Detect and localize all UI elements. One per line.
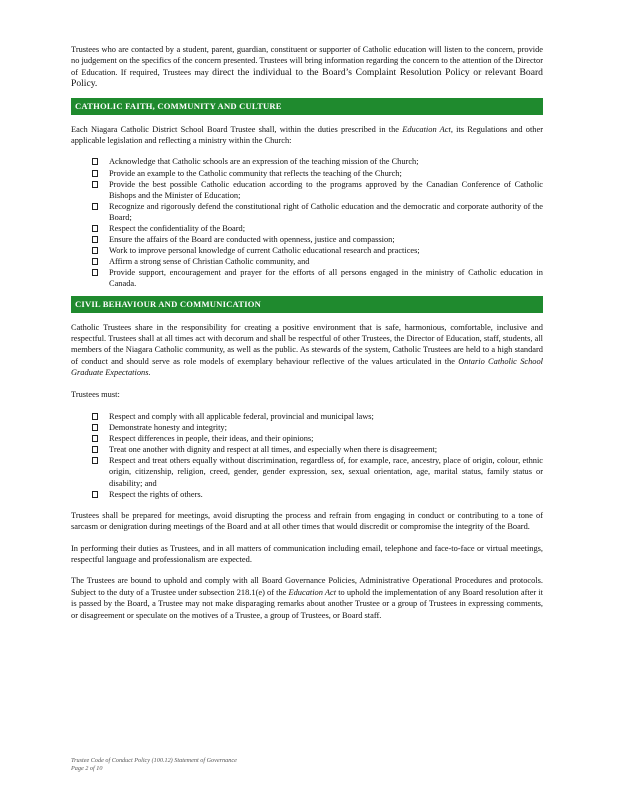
bullet-box-icon [92,158,98,165]
bullet-box-icon [92,446,98,453]
bullet-box-icon [92,435,98,442]
list-item [92,411,543,422]
list-item-text: Treat one another with dignity and respect at all times, and especially when there is disagreement; [109,445,438,455]
bullet-box-icon [92,457,98,464]
document-page [71,44,543,621]
section1-para-start: Each Niagara Catholic District School Board Trustee shall, within the duties prescribed in the [71,124,403,134]
list-item-text: Ensure the affairs of the Board are conducted with openness, justice and compassion; [109,235,395,245]
list-item-text: Respect the confidentiality of the Board; [109,224,246,233]
list-item [92,433,543,444]
list-item-text: Demonstrate honesty and integrity; [109,423,227,433]
list-item [92,234,543,245]
list-item [92,201,543,223]
section1-para-end: , its Regulations and other applicable legislation and reflecting a ministry within the Church: [71,124,543,146]
bullet-box-icon [92,413,98,420]
list-item-text: Respect the rights of others. [109,489,203,499]
list-item [92,156,543,167]
list-item-text: Acknowledge that Catholic schools are an expression of the teaching mission of the Church; [109,157,419,167]
list-item-text: Respect and comply with all applicable federal, provincial and municipal laws; [109,412,374,421]
list-item [92,179,543,201]
civil-bullet-list [71,411,543,500]
list-item-text: Provide an example to the Catholic community that reflects the teaching of the Church; [109,168,402,178]
bullet-box-icon [92,236,98,243]
bullet-box-icon [92,247,98,254]
civil-paragraph-2: Trustees shall be prepared for meetings, avoid disrupting the process and refrain from engaging in conduct or contributing to a tone of sarcasm or denigration during meetings of the Board and at all other times that would discredit or compromise the integrity of the Board. [71,510,543,532]
faith-bullet-list [71,156,543,289]
list-item [92,168,543,179]
civil-paragraph-1 [71,322,543,379]
list-item-text: Respect differences in people, their ideas, and their opinions; [109,434,314,444]
section-heading-civil-behaviour: CIVIL BEHAVIOUR AND COMMUNICATION [71,296,543,313]
bullet-box-icon [92,203,98,210]
list-item-text: Affirm a strong sense of Christian Catholic community, and [109,257,310,267]
civil-para1-start: Catholic Trustees share in the responsibility for creating a positive environment that is safe, harmonious, comfortable, inclusive and respectful. Trustees shall at all times act with decorum and shall be respectful of other Trustees, the Director of Education, staff, students, all members of the Niagara Catholic community, as well as the public. As stewards of the system, Catholic Trustees are held to a high standard of conduct and should serve as role models of exemplary behaviour reflective of the values articulated in the [71,322,543,366]
civil-para4-start: The Trustees are bound to uphold and comply with all Board Governance Policies, Administrative Operational Procedures and protocols. Subject to the duty of a Trustee under subsection 218.1(e) of the [71,576,543,597]
intro-text: Trustees who are contacted by a student, parent, guardian, constituent or supporter of Catholic education will listen to the concern, provide no judgement on the specifics of the concern presented. Trustees will bring information regarding the concern to the attention of the Director of Education. If required, Trustees may [71,45,543,77]
bullet-box-icon [92,258,98,265]
civil-para1-italic: Ontario Catholic School Graduate Expectations. [71,356,543,378]
bullet-box-icon [92,424,98,431]
list-item [92,455,543,488]
list-item [92,489,543,500]
bullet-box-icon [92,269,98,276]
section1-para-italic: Education Act [402,124,451,134]
page-footer [71,757,237,773]
bullet-box-icon [92,225,98,232]
section-heading-catholic-faith: CATHOLIC FAITH, COMMUNITY AND CULTURE [71,98,543,115]
civil-para4-italic: Education Act [288,587,337,597]
section1-paragraph [71,124,543,147]
list-item-text: Respect and treat others equally without discrimination, regardless of, for example, race, ancestry, place of origin, colour, ethnic origin, citizenship, religion, creed, gender, gender expression, sex, sexual orientation, age, marital status, family status or disability; and [109,456,543,488]
bullet-box-icon [92,181,98,188]
bullet-box-icon [92,491,98,498]
list-item [92,422,543,433]
list-item-text: Recognize and rigorously defend the constitutional right of Catholic education and the democratic and corporate authority of the Board; [109,201,543,222]
footer-title: Trustee Code of Conduct Policy (100.12) Statement of Governance [71,757,237,764]
list-item [92,256,543,267]
intro-tail-text: direct the individual to the Board’s Complaint Resolution Policy or relevant Board Policy. [71,66,543,90]
list-item-text: Provide support, encouragement and prayer for the efforts of all persons engaged in the ministry of Catholic education in Canada. [109,268,543,289]
civil-paragraph-3: In performing their duties as Trustees, and in all matters of communication including email, telephone and face-to-face or virtual meetings, respectful language and professionalism are expected. [71,543,543,564]
list-item [92,267,543,289]
trustees-must-label: Trustees must: [71,389,120,399]
list-item [92,223,543,234]
civil-para4-end: to uphold the implementation of any Board resolution after it is passed by the Board, a Trustee may not make disparaging remarks about another Trustee or a group of Trustees in expressing comments, or disagreement or speculate on the motives of a Trustee, a group of Trustees, or Board staff. [71,587,544,620]
list-item-text: Work to improve personal knowledge of current Catholic educational research and practices; [109,246,420,256]
list-item [92,444,543,455]
intro-paragraph [71,44,543,90]
footer-page-number: Page 2 of 10 [71,765,103,772]
civil-paragraph-4 [71,575,543,621]
list-item-text: Provide the best possible Catholic education according to the programs approved by the Canadian Conference of Catholic Bishops and the Minister of Education; [109,179,543,200]
list-item [92,245,543,256]
bullet-box-icon [92,170,98,177]
